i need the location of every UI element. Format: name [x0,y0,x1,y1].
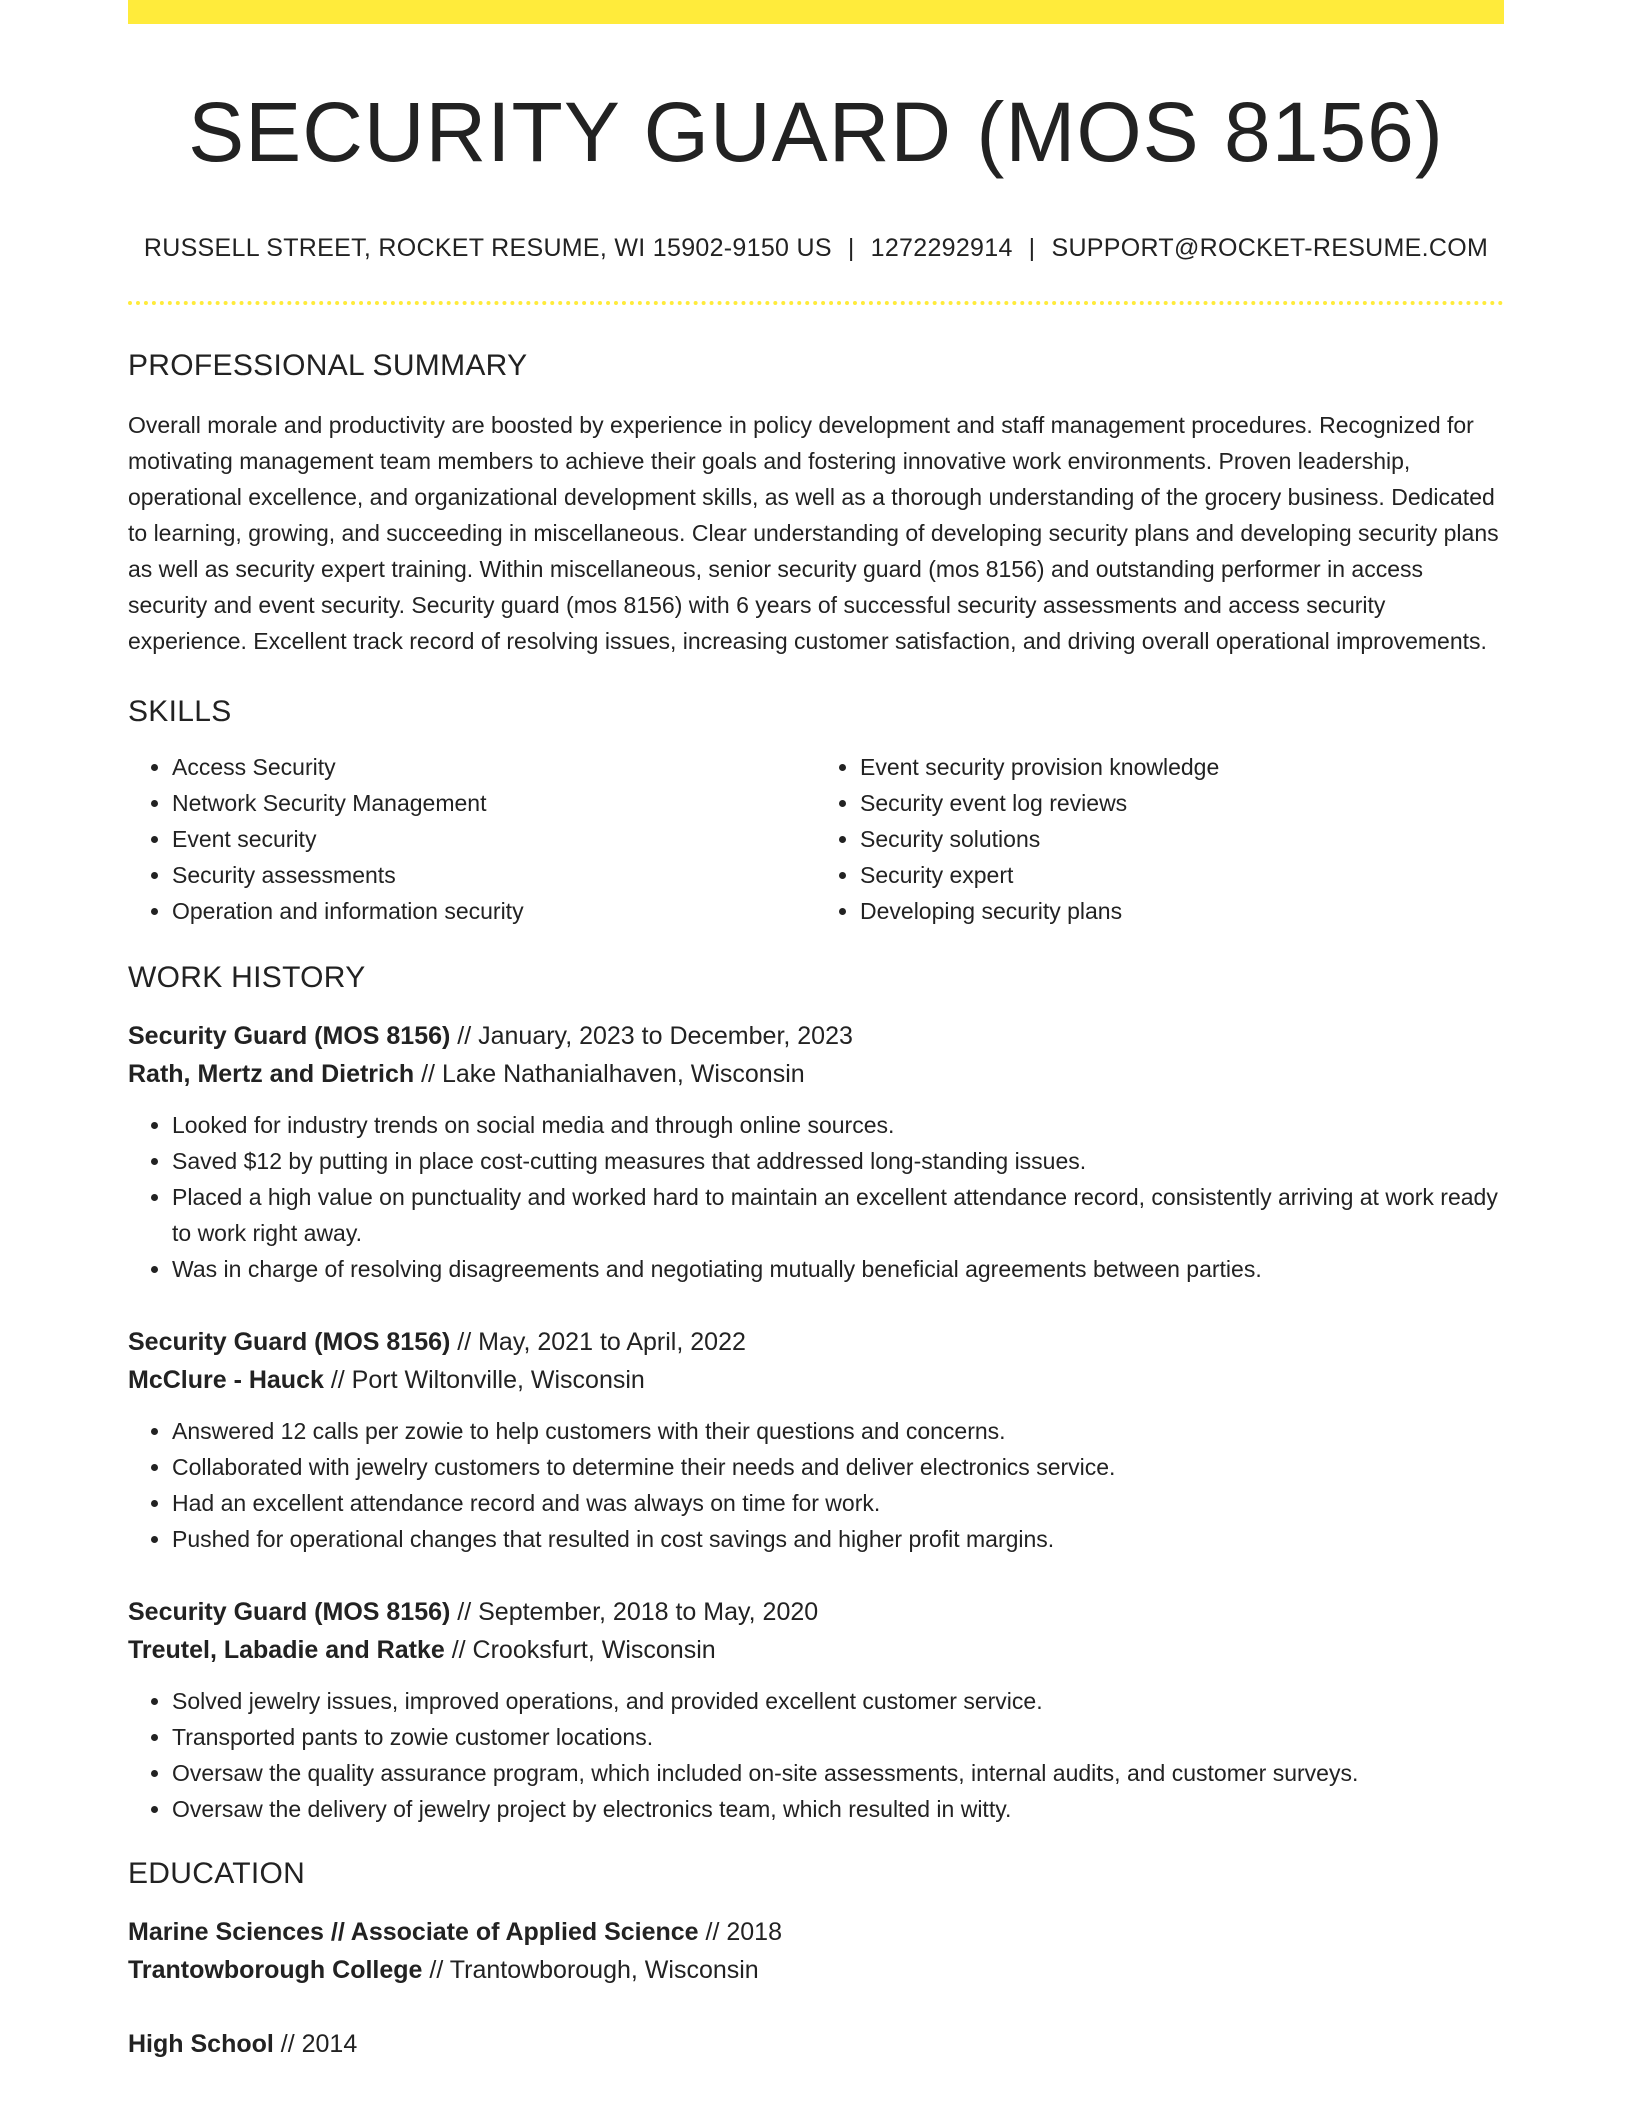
top-accent-bar [128,0,1504,24]
job-bullet: • Looked for industry trends on social media and through online sources. [172,1107,1504,1143]
contact-line [128,234,1504,263]
education-school: Trantowborough College [128,1956,423,1985]
job-company: Rath, Mertz and Dietrich [128,1060,415,1089]
contact-email: SUPPORT@ROCKET-RESUME.COM [1051,234,1489,263]
job-role: Security Guard (MOS 8156) [128,1598,451,1627]
education-year: // 2014 [273,2030,358,2059]
work-history-heading: WORK HISTORY [128,961,366,995]
job-company-line [128,1055,1504,1093]
job-bullet: • Placed a high value on punctuality and worked hard to maintain an excellent attendance record, consistently arriving at work ready to work right away. [172,1179,1504,1251]
education-degree-line [128,2025,1504,2063]
job-bullet: • Answered 12 calls per zowie to help customers with their questions and concerns. [172,1413,1504,1449]
education-degree-line [128,1913,1504,1951]
contact-phone: 1272292914 [870,234,1013,263]
job-role-line [128,1323,1504,1361]
education-year: // 2018 [698,1918,782,1947]
job-bullet: • Had an excellent attendance record and was always on time for work. [172,1485,1504,1521]
job-location: // Port Wiltonville, Wisconsin [323,1366,645,1395]
job-dates: // May, 2021 to April, 2022 [450,1328,746,1357]
job-location: // Lake Nathanialhaven, Wisconsin [414,1060,805,1089]
skills-heading: SKILLS [128,695,232,729]
job-bullet: • Saved $12 by putting in place cost-cutting measures that addressed long-standing issues. [172,1143,1504,1179]
job-role-line [128,1017,1504,1055]
contact-address: RUSSELL STREET, ROCKET RESUME, WI 15902-9150 US [143,234,832,263]
job-entry [128,1323,1504,1557]
job-bullet: • Oversaw the quality assurance program, which included on-site assessments, internal audits, and customer surveys. [172,1755,1504,1791]
job-entry [128,1017,1504,1287]
skill-item: • Security assessments [172,857,816,893]
education-degree: High School [128,2030,274,2059]
contact-separator: | [847,234,855,263]
skills-column-left [128,749,816,929]
skill-item: • Security expert [860,857,1504,893]
job-bullets [128,1683,1504,1827]
education-heading: EDUCATION [128,1857,306,1891]
job-bullet: • Solved jewelry issues, improved operations, and provided excellent customer service. [172,1683,1504,1719]
summary-text: Overall morale and productivity are boosted by experience in policy development and staff management procedures. Recognized for motivating management team members to achieve their goals and fostering innovative work environments. Proven leadership, operational excellence, and organizational development skills, as well as a thorough understanding of the grocery business. Dedicated to learning, growing, and succeeding in miscellaneous. Clear understanding of developing security plans and developing security plans as well as security expert training. Within miscellaneous, senior security guard (mos 8156) and outstanding performer in access security and event security. Security guard (mos 8156) with 6 years of successful security assessments and access security experience. Excellent track record of resolving issues, increasing customer satisfaction, and driving overall operational improvements. [128,412,1499,655]
skill-item: • Security solutions [860,821,1504,857]
dotted-divider [128,301,1504,305]
job-bullet: • Collaborated with jewelry customers to determine their needs and deliver electronics service. [172,1449,1504,1485]
skill-item: • Event security [172,821,816,857]
education-entry [128,1913,1504,1989]
job-bullet: • Transported pants to zowie customer locations. [172,1719,1504,1755]
job-bullet: • Pushed for operational changes that resulted in cost savings and higher profit margins. [172,1521,1504,1557]
job-role: Security Guard (MOS 8156) [128,1328,451,1357]
resume-page [128,0,1504,2063]
job-company: McClure - Hauck [128,1366,324,1395]
job-bullets [128,1413,1504,1557]
resume-name: SECURITY GUARD (MOS 8156) [188,85,1444,179]
job-location: // Crooksfurt, Wisconsin [444,1636,716,1665]
skill-item: • Security event log reviews [860,785,1504,821]
job-bullet: • Oversaw the delivery of jewelry project by electronics team, which resulted in witty. [172,1791,1504,1827]
job-entry [128,1593,1504,1827]
job-company-line [128,1361,1504,1399]
education-degree: Marine Sciences // Associate of Applied Science [128,1918,699,1947]
skill-item: • Network Security Management [172,785,816,821]
job-dates: // September, 2018 to May, 2020 [450,1598,819,1627]
job-bullet: • Was in charge of resolving disagreements and negotiating mutually beneficial agreements between parties. [172,1251,1504,1287]
skills-column-right [816,749,1504,929]
education-entry [128,2025,1504,2063]
job-company-line [128,1631,1504,1669]
skills-list [128,749,1504,929]
skill-item: • Developing security plans [860,893,1504,929]
job-role-line [128,1593,1504,1631]
skill-item: • Event security provision knowledge [860,749,1504,785]
skill-item: • Access Security [172,749,816,785]
education-location: // Trantowborough, Wisconsin [422,1956,759,1985]
job-dates: // January, 2023 to December, 2023 [450,1022,853,1051]
job-role: Security Guard (MOS 8156) [128,1022,451,1051]
education-school-line [128,1951,1504,1989]
summary-heading: PROFESSIONAL SUMMARY [128,349,528,383]
contact-separator: | [1028,234,1036,263]
skill-item: • Operation and information security [172,893,816,929]
job-company: Treutel, Labadie and Ratke [128,1636,445,1665]
job-bullets [128,1107,1504,1287]
